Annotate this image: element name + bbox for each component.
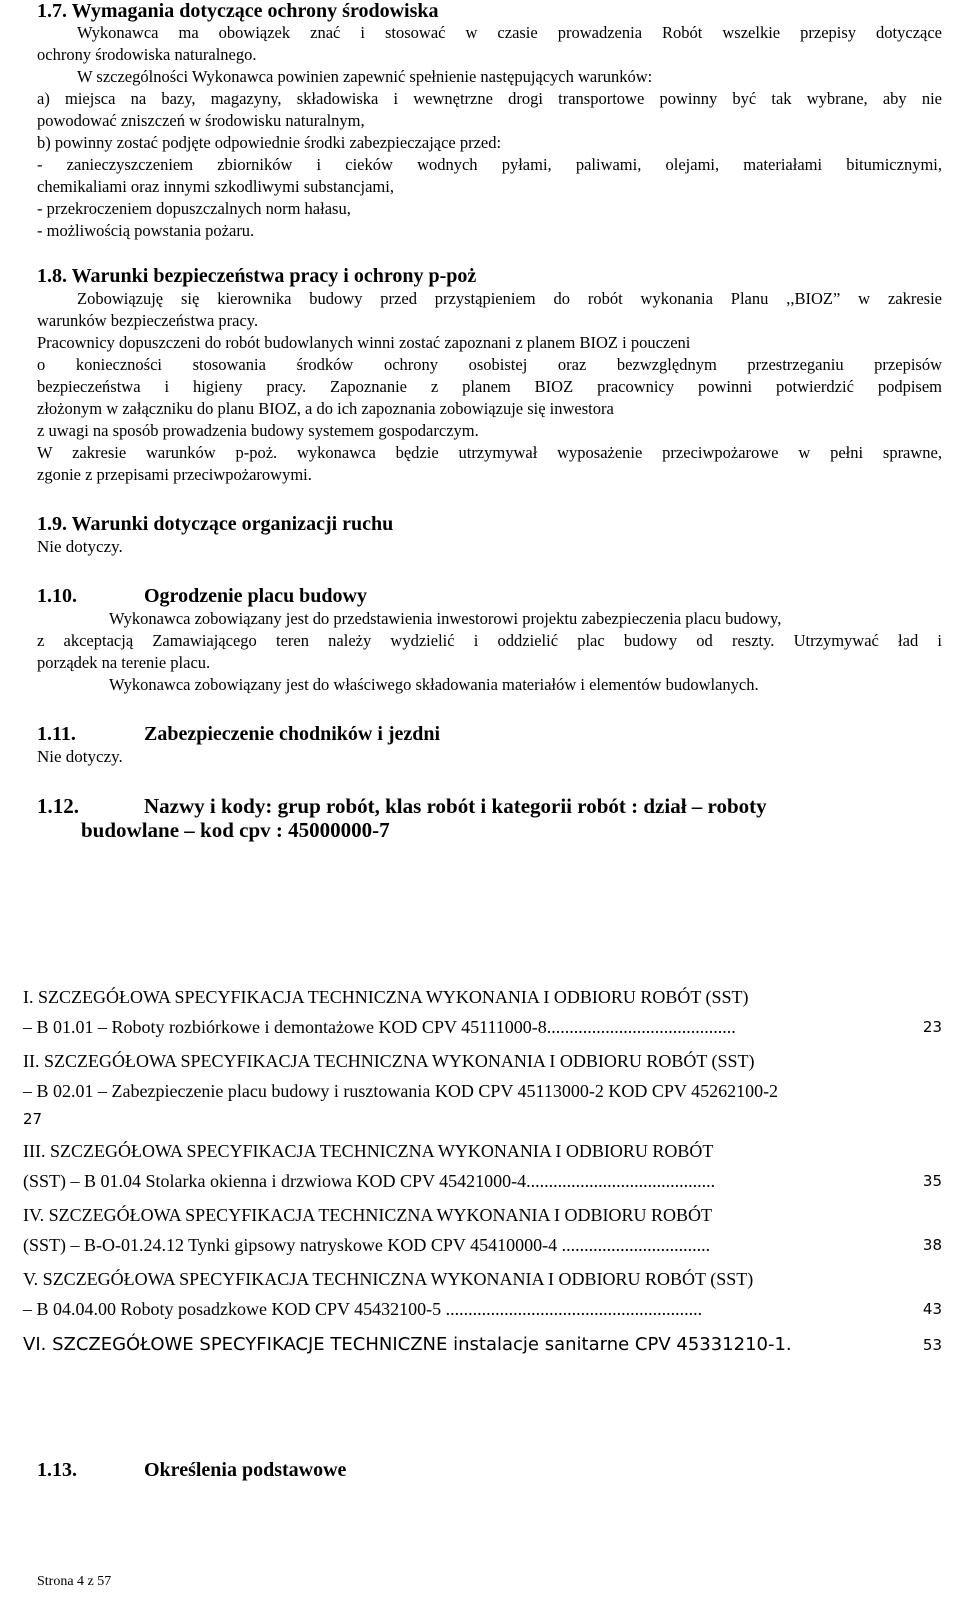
paragraph-line: Wykonawca zobowiązany jest do właściwego składowania materiałów i elementów budowlanych. [109,675,759,694]
paragraph-line: Pracownicy dopuszczeni do robót budowlanych winni zostać zapoznani z planem BIOZ i pouczeni [37,333,691,352]
section-number: 1.10. [37,585,77,607]
section-1-13-heading [37,1458,346,1482]
toc-entry-desc: – B 01.01 – Roboty rozbiórkowe i demontażowe KOD CPV 45111000-8.......................................... 23 [23,1012,942,1042]
paragraph-line: W szczególności Wykonawca powinien zapewnić spełnienie następujących warunków: [77,67,653,86]
toc-entry-desc: (SST) – B-O-01.24.12 Tynki gipsowy natryskowe KOD CPV 45410000-4 ................................. 38 [23,1230,942,1260]
paragraph-line: ochrony środowiska naturalnego. [37,45,257,64]
toc-page-number: 53 [922,1336,942,1354]
toc-entry-title: V. SZCZEGÓŁOWA SPECYFIKACJA TECHNICZNA WYKONANIA I ODBIORU ROBÓT (SST) [23,1269,754,1289]
section-title: Określenia podstawowe [144,1459,347,1481]
toc-page-number: 43 [922,1300,942,1318]
paragraph-line: Nie dotyczy. [37,747,123,766]
paragraph-line: z uwagi na sposób prowadzenia budowy systemem gospodarczym. [37,421,479,440]
toc-entry[interactable] [23,1264,942,1324]
section-title: Nazwy i kody: grup robót, klas robót i kategorii robót : dział – roboty [144,794,767,818]
paragraph-line: a) miejsca na bazy, magazyny, składowiska i wewnętrzne drogi transportowe powinny być tak wybrane, aby nie [37,89,942,108]
paragraph-line: złożonym w załączniku do planu BIOZ, a do ich zapoznania zobowiązuje się inwestora [37,399,614,418]
section-number: 1.13. [37,1459,77,1481]
toc-entry-desc: – B 02.01 – Zabezpieczenie placu budowy i rusztowania KOD CPV 45113000-2 KOD CPV 45262100-2 [23,1081,779,1101]
paragraph-line: Wykonawca ma obowiązek znać i stosować w czasie prowadzenia Robót wszelkie przepisy dotyczące [77,23,942,42]
toc-entry[interactable] [23,982,942,1042]
toc-entry-title: I. SZCZEGÓŁOWA SPECYFIKACJA TECHNICZNA WYKONANIA I ODBIORU ROBÓT (SST) [23,987,749,1007]
paragraph-line: warunków bezpieczeństwa pracy. [37,311,259,330]
paragraph-line: porządek na terenie placu. [37,653,211,672]
paragraph-line: - zanieczyszczeniem zbiorników i cieków wodnych pyłami, paliwami, olejami, materiałami bitumicznymi, [37,155,942,174]
paragraph-line: W zakresie warunków p-poż. wykonawca będzie utrzymywał wyposażenie przeciwpożarowe w pełni sprawne, [37,443,942,462]
toc-page-number: 27 [23,1110,43,1128]
section-number: 1.11. [37,723,76,745]
paragraph-line: b) powinny zostać podjęte odpowiednie środki zabezpieczające przed: [37,133,502,152]
paragraph-line: - przekroczeniem dopuszczalnych norm hałasu, [37,199,351,218]
paragraph-line: Zobowiązuję się kierownika budowy przed przystąpieniem do robót wykonania Planu ,,BIOZ” w zakresie [77,289,942,308]
section-1-10-heading [37,584,942,608]
section-1-7-heading: 1.7. Wymagania dotyczące ochrony środowiska [37,0,439,22]
paragraph-line: z akceptacją Zamawiającego teren należy wydzielić i oddzielić plac budowy od reszty. Utrzymywać ład i [37,631,942,650]
toc-entry-desc: VI. SZCZEGÓŁOWE SPECYFIKACJE TECHNICZNE instalacje sanitarne CPV 45331210-1. 53 [23,1328,942,1362]
section-1-8-heading: 1.8. Warunki bezpieczeństwa pracy i ochrony p-poż [37,265,477,287]
section-1-11-heading [37,722,942,746]
toc-entry[interactable] [23,1046,942,1132]
section-1-9-heading: 1.9. Warunki dotyczące organizacji ruchu [37,513,394,535]
paragraph-line: Nie dotyczy. [37,537,123,556]
paragraph-line: chemikaliami oraz innymi szkodliwymi substancjami, [37,177,394,196]
section-1-12-heading-cont: budowlane – kod cpv : 45000000-7 [81,818,390,842]
document-page [23,0,942,1589]
toc-entry-title: IV. SZCZEGÓŁOWA SPECYFIKACJA TECHNICZNA WYKONANIA I ODBIORU ROBÓT [23,1205,713,1225]
section-1-12-heading [37,794,942,818]
toc-entry-title: II. SZCZEGÓŁOWA SPECYFIKACJA TECHNICZNA WYKONANIA I ODBIORU ROBÓT (SST) [23,1051,755,1071]
page-footer: Strona 4 z 57 [37,1574,112,1589]
paragraph-line: - możliwością powstania pożaru. [37,221,255,240]
section-title: Ogrodzenie placu budowy [144,585,367,607]
paragraph-line: Wykonawca zobowiązany jest do przedstawienia inwestorowi projektu zabezpieczenia placu budowy, [109,609,782,628]
toc-entry[interactable] [23,1136,942,1196]
toc-page-number: 35 [922,1172,942,1190]
toc-entry-desc: – B 04.04.00 Roboty posadzkowe KOD CPV 45432100-5 ......................................................... 43 [23,1294,942,1324]
toc-page-number: 38 [922,1236,942,1254]
paragraph-line: bezpieczeństwa i higieny pracy. Zapoznanie z planem BIOZ pracownicy powinni potwierdzić podpisem [37,377,942,396]
table-of-contents [23,982,942,1362]
section-title: Zabezpieczenie chodników i jezdni [144,723,441,745]
toc-entry[interactable] [23,1200,942,1260]
paragraph-line: powodować zniszczeń w środowisku naturalnym, [37,111,365,130]
paragraph-line: zgonie z przepisami przeciwpożarowymi. [37,465,312,484]
toc-page-number: 23 [922,1018,942,1036]
paragraph-line: o konieczności stosowania środków ochrony osobistej oraz bezwzględnym przestrzeganiu przepisów [37,355,942,374]
toc-entry[interactable] [23,1328,942,1362]
section-number: 1.12. [37,794,79,818]
toc-entry-title: III. SZCZEGÓŁOWA SPECYFIKACJA TECHNICZNA WYKONANIA I ODBIORU ROBÓT [23,1141,714,1161]
toc-entry-desc: (SST) – B 01.04 Stolarka okienna i drzwiowa KOD CPV 45421000-4.......................................... 35 [23,1166,942,1196]
